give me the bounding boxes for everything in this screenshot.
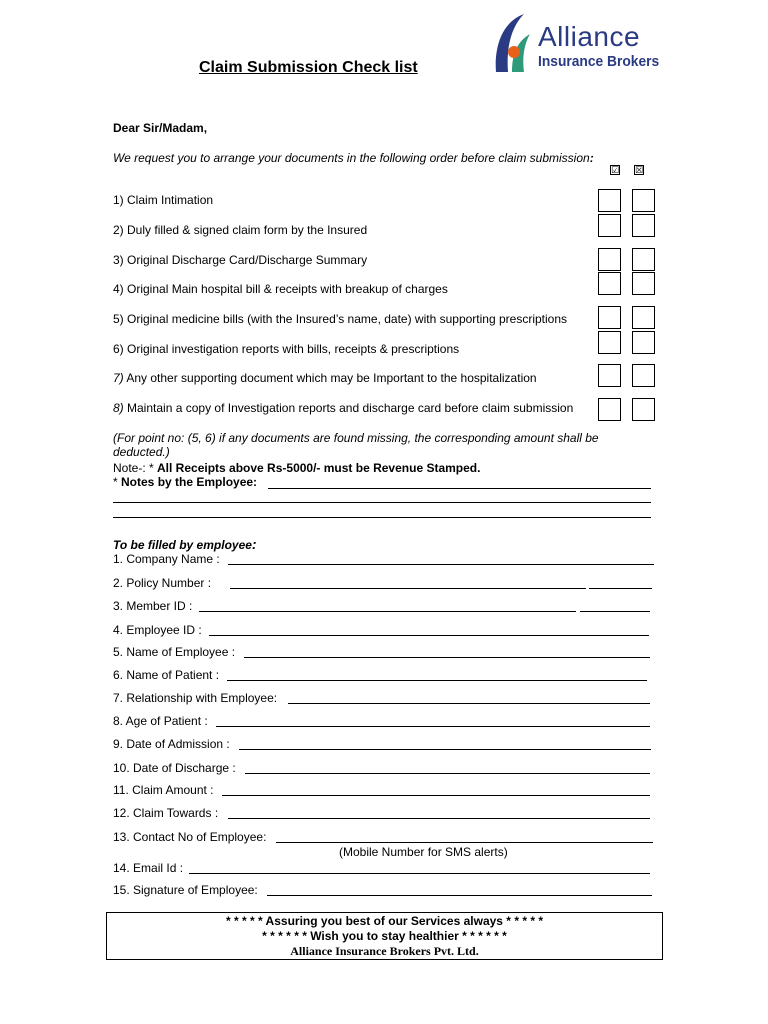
checkbox-missing[interactable]: [632, 248, 655, 271]
policy-number-line[interactable]: [230, 588, 586, 589]
company-logo: [490, 12, 670, 76]
revenue-stamp-note: Note-: * All Receipts above Rs-5000/- must be Revenue Stamped.: [113, 461, 481, 475]
field-claim-amount-label: 11. Claim Amount :: [113, 783, 214, 797]
checkbox-missing[interactable]: [632, 272, 655, 295]
missing-docs-note: (For point no: (5, 6) if any documents are found missing, the corresponding amount shall be: [113, 431, 599, 445]
checklist-item: 7) Any other supporting document which may be Important to the hospitalization: [113, 371, 537, 385]
salutation: Dear Sir/Madam,: [113, 121, 208, 135]
field-signature-label: 15. Signature of Employee:: [113, 883, 258, 897]
checked-box-icon: ☑: [611, 165, 620, 175]
patient-age-line[interactable]: [216, 726, 650, 727]
footer-box: [106, 912, 663, 960]
checklist-item: 5) Original medicine bills (with the Insured’s name, date) with supporting prescriptions: [113, 312, 568, 326]
field-discharge-date-label: 10. Date of Discharge :: [113, 761, 236, 775]
policy-number-line-2[interactable]: [589, 588, 652, 589]
footer-tagline: * * * * * Assuring you best of our Services always * * * * *: [225, 914, 543, 928]
alliance-swoosh-icon: [490, 12, 536, 74]
checkbox-missing[interactable]: [632, 331, 655, 354]
relationship-line[interactable]: [288, 703, 650, 704]
employee-section-heading: To be filled by employee:: [113, 536, 257, 552]
checkbox-received[interactable]: [598, 214, 621, 237]
checkbox-missing[interactable]: [632, 398, 655, 421]
checkbox-missing[interactable]: [632, 189, 655, 212]
notes-line[interactable]: [268, 488, 651, 489]
field-employee-name-label: 5. Name of Employee :: [113, 645, 236, 659]
logo-name: Alliance: [538, 21, 641, 52]
contact-number-line[interactable]: [276, 842, 653, 843]
checkbox-missing[interactable]: [632, 364, 655, 387]
checkbox-missing[interactable]: [632, 214, 655, 237]
field-company-name-label: 1. Company Name :: [113, 552, 220, 566]
field-member-id-label: 3. Member ID :: [113, 599, 193, 613]
employee-notes-label: * Notes by the Employee:: [113, 475, 258, 489]
checkbox-received[interactable]: [598, 272, 621, 295]
checklist-item: 2) Duly filled & signed claim form by the Insured: [113, 223, 368, 237]
company-name-line[interactable]: [228, 564, 654, 565]
checkbox-received[interactable]: [598, 398, 621, 421]
email-line[interactable]: [189, 873, 650, 874]
checklist-item: 4) Original Main hospital bill & receipts with breakup of charges: [113, 282, 448, 296]
field-email-label: 14. Email Id :: [113, 861, 184, 875]
discharge-date-line[interactable]: [245, 773, 650, 774]
notes-line[interactable]: [113, 502, 651, 503]
field-patient-name-label: 6. Name of Patient :: [113, 668, 220, 682]
field-relationship-label: 7. Relationship with Employee:: [113, 691, 278, 705]
field-claim-towards-label: 12. Claim Towards :: [113, 806, 219, 820]
mobile-number-hint: (Mobile Number for SMS alerts): [339, 845, 508, 859]
intro-text: We request you to arrange your documents in the following order before claim submission:: [113, 151, 594, 165]
crossed-box-icon: ☒: [635, 165, 644, 175]
checkbox-received[interactable]: [598, 364, 621, 387]
employee-id-line[interactable]: [209, 635, 649, 636]
checkbox-received[interactable]: [598, 306, 621, 329]
page-title: Claim Submission Check list: [199, 59, 418, 76]
field-contact-number-label: 13. Contact No of Employee:: [113, 830, 267, 844]
checklist-item: 1) Claim Intimation: [113, 193, 214, 207]
checkbox-missing[interactable]: [632, 306, 655, 329]
member-id-line[interactable]: [199, 611, 576, 612]
checklist-item: 8) Maintain a copy of Investigation reports and discharge card before claim submission: [113, 401, 574, 415]
field-policy-number-label: 2. Policy Number :: [113, 576, 212, 590]
checkbox-received[interactable]: [598, 189, 621, 212]
admission-date-line[interactable]: [239, 749, 651, 750]
checkbox-received[interactable]: [598, 331, 621, 354]
signature-line[interactable]: [267, 895, 652, 896]
patient-name-line[interactable]: [227, 680, 647, 681]
claim-amount-line[interactable]: [222, 795, 650, 796]
field-patient-age-label: 8. Age of Patient :: [113, 714, 208, 728]
checklist-item: 6) Original investigation reports with bills, receipts & prescriptions: [113, 342, 460, 356]
field-admission-date-label: 9. Date of Admission :: [113, 737, 230, 751]
missing-docs-note-cont: deducted.): [113, 445, 170, 459]
logo-subtitle: Insurance Brokers: [538, 53, 660, 70]
claim-towards-line[interactable]: [228, 818, 650, 819]
member-id-line-2[interactable]: [580, 611, 650, 612]
field-employee-id-label: 4. Employee ID :: [113, 623, 202, 637]
employee-name-line[interactable]: [244, 657, 650, 658]
notes-line[interactable]: [113, 517, 651, 518]
footer-company: Alliance Insurance Brokers Pvt. Ltd.: [290, 944, 479, 958]
checkbox-received[interactable]: [598, 248, 621, 271]
footer-wish: * * * * * * Wish you to stay healthier * * * * * *: [262, 929, 507, 943]
checklist-item: 3) Original Discharge Card/Discharge Summary: [113, 253, 368, 267]
